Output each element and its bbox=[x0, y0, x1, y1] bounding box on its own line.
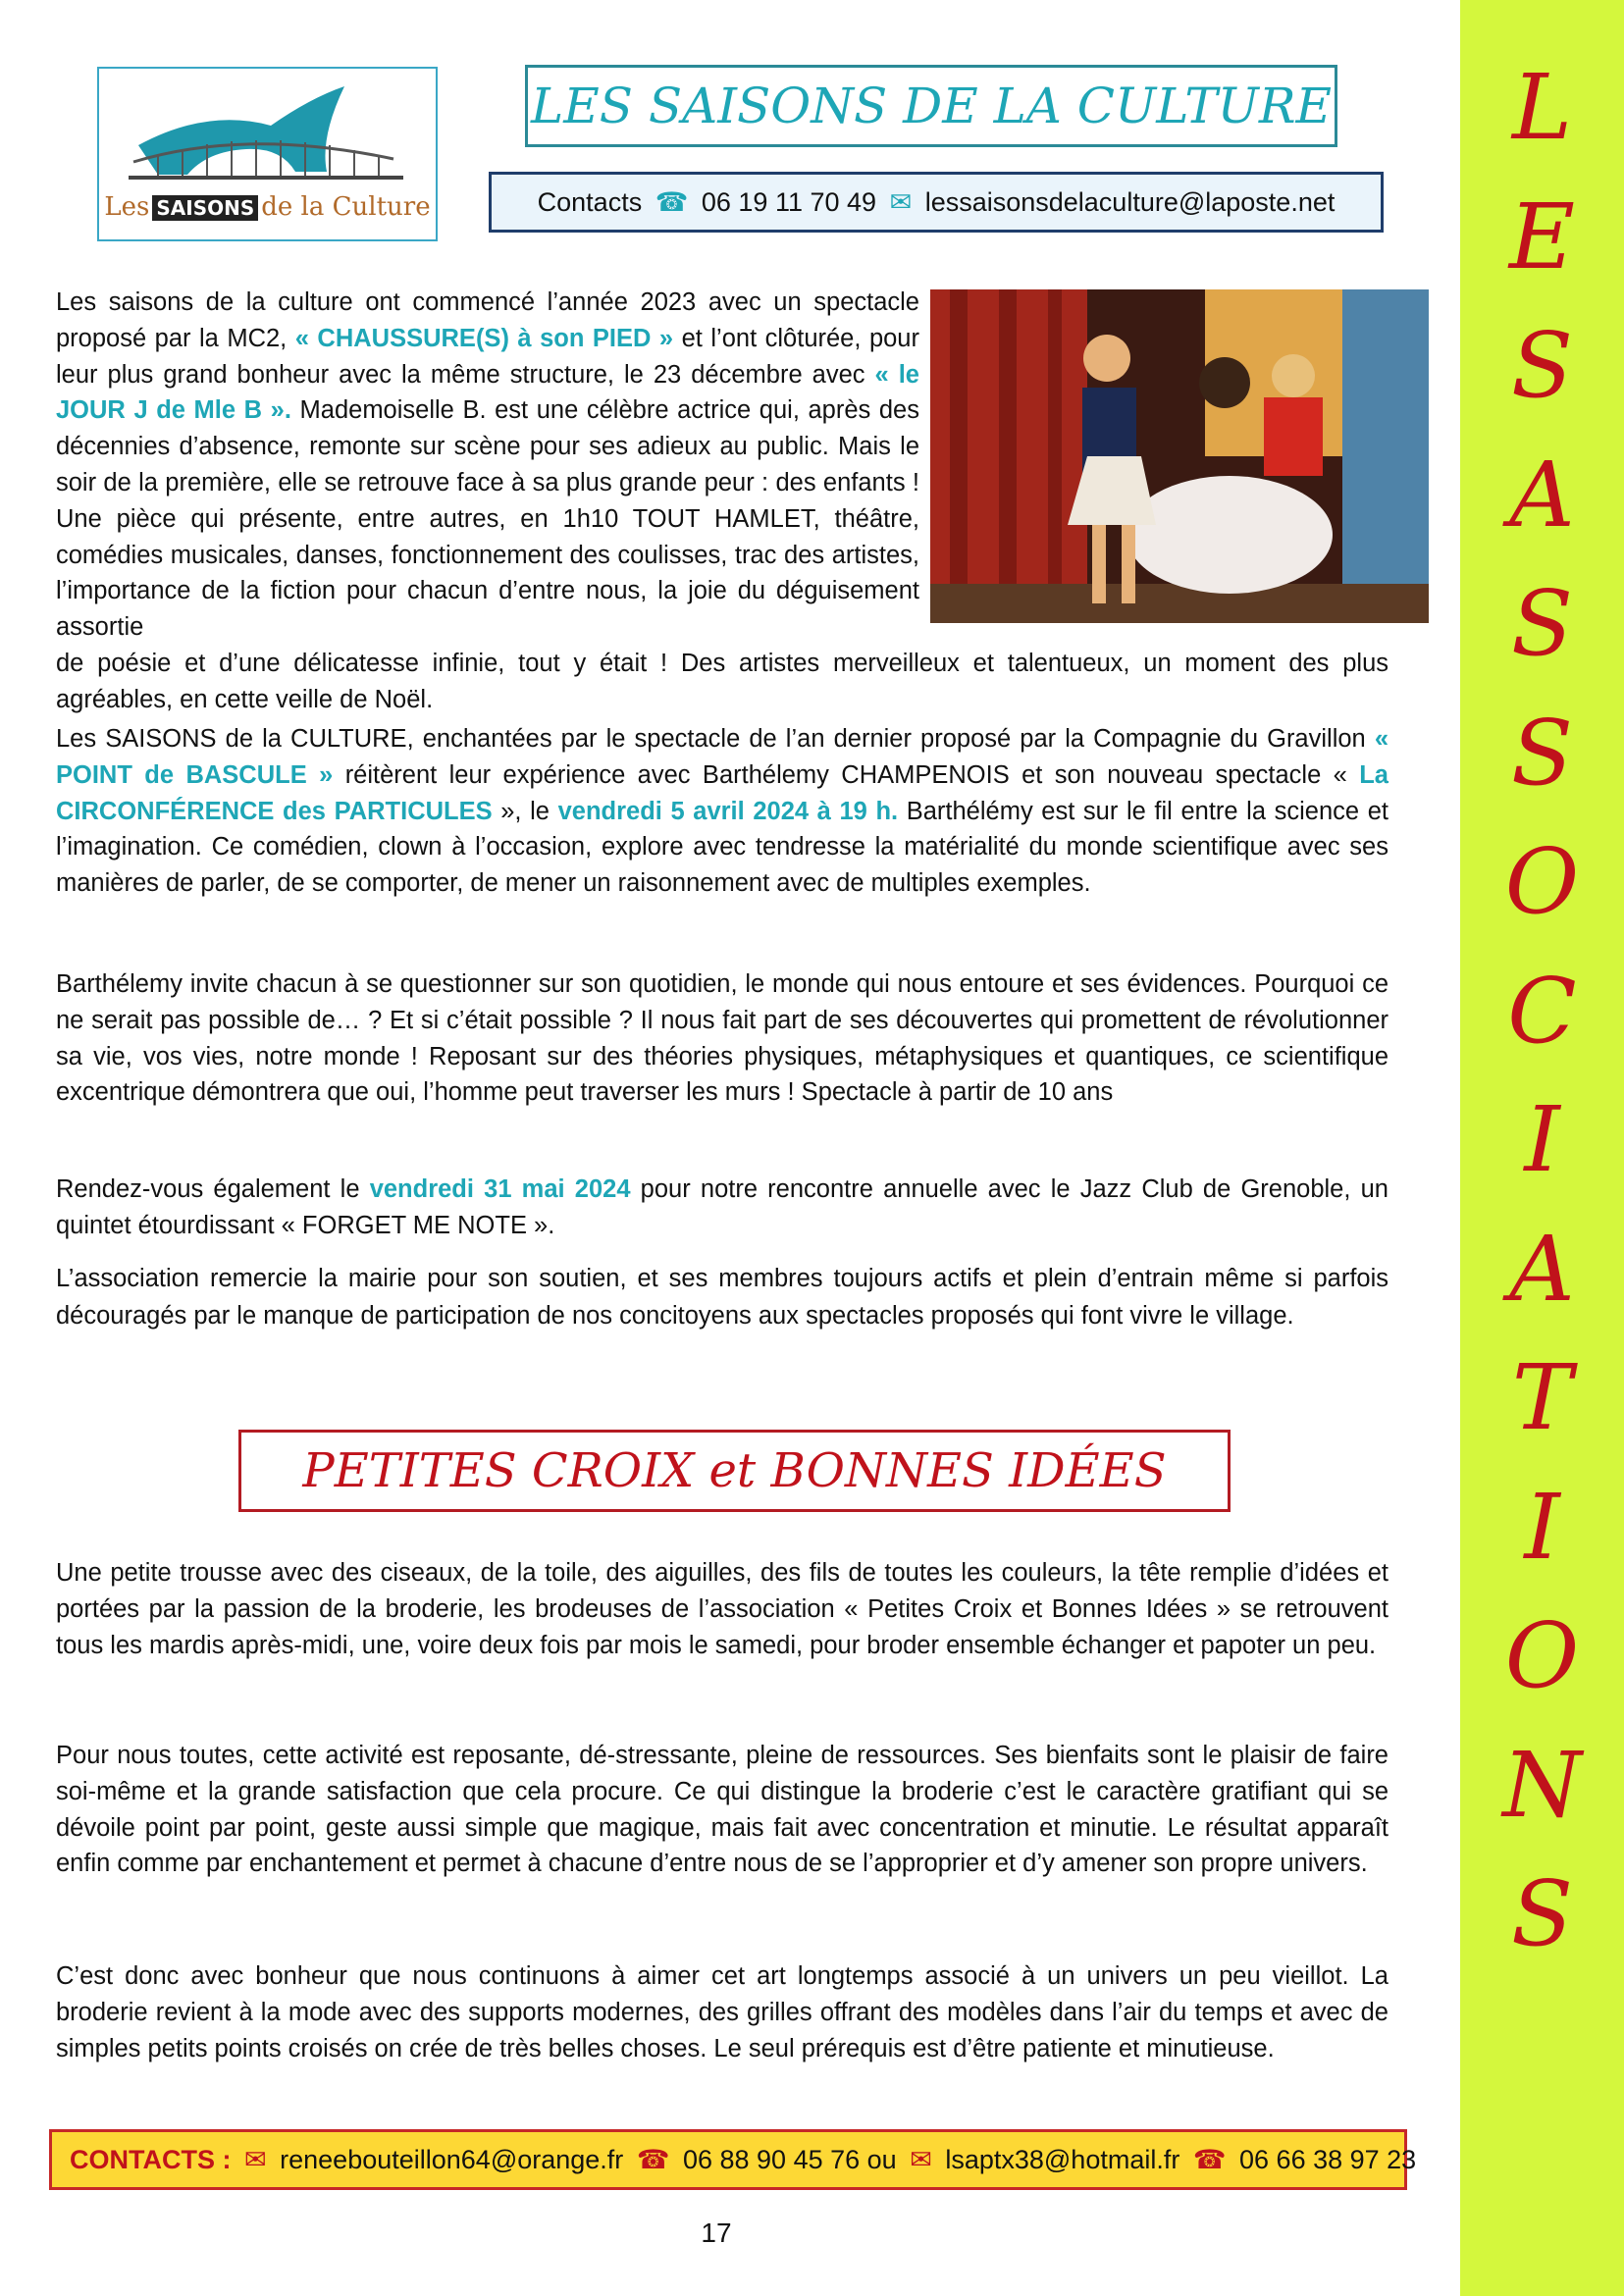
sidebar-banner bbox=[1460, 0, 1624, 2296]
phone-icon: ☎ bbox=[655, 187, 689, 217]
sidebar-letter: C bbox=[1507, 958, 1577, 1064]
culture-p4-text-c: pour notre rencontre annuelle avec le Jazz Club de Grenoble, un quintet étourdissant « FORGET ME NOTE ». bbox=[56, 1175, 1388, 1239]
sidebar-letter: T bbox=[1511, 1345, 1573, 1450]
culture-paragraph-5: L’association remercie la mairie pour son soutien, et ses membres toujours actifs et plein d’entrain même si parfois découragés par le manque de participation de nos concitoyens aux spectacles proposés qui font vivre le village. bbox=[56, 1265, 1388, 1330]
culture-paragraph-1 bbox=[56, 285, 1388, 718]
envelope-icon: ✉ bbox=[910, 2145, 932, 2174]
croix-paragraph-3: C’est donc avec bonheur que nous continuons à aimer cet art longtemps associé à un univers un peu vieillot. La broderie revient à la mode avec des supports modernes, des grilles offrant des modèles dans l’air du temps et avec de simples petits points croisés on crée de très belles choses. Le seul prérequis est d’être patiente et minutieuse. bbox=[56, 1962, 1388, 2062]
header-email[interactable]: lessaisonsdelaculture@laposte.net bbox=[924, 187, 1336, 217]
sidebar-letter: S bbox=[1510, 700, 1574, 806]
culture-paragraph-3: Barthélemy invite chacun à se questionner sur son quotidien, le monde qui nous entoure et ses évidences. Pourquoi ce ne serait pas possible de… ? Et si c’était possible ? Il nous fait part de ses découvertes qui promettent de révolutionner sa vie, vos vies, notre monde ! Reposant sur des théories physiques, métaphysiques et quantiques, ce scientifique excentrique démontrera que oui, l’homme peut traverser les murs ! Spectacle à partir de 10 ans bbox=[56, 970, 1388, 1107]
culture-p1-text-a: Les saisons de la culture ont commencé l’année 2023 avec un spectacle proposé par la MC2, bbox=[56, 288, 919, 352]
footer-email-1[interactable]: reneebouteillon64@orange.fr bbox=[280, 2145, 624, 2174]
sidebar-letter: A bbox=[1509, 1216, 1575, 1322]
sidebar-letter: L bbox=[1511, 55, 1573, 160]
phone-icon: ☎ bbox=[1192, 2145, 1227, 2174]
logo-de-la: de la bbox=[261, 192, 325, 222]
page-number: 17 bbox=[701, 2218, 732, 2248]
culture-p2-text-g: Barthélémy est sur le fil entre la science et l’imagination. Ce comédien, clown à l’occasion, explore avec tendresse la matérialité du monde scientifique avec ses manières de parler, de se comporter, de mener un raisonnement avec de multiples exemples. bbox=[56, 797, 1388, 898]
logo-culture: Culture bbox=[332, 192, 431, 222]
footer-phone-1[interactable]: 06 88 90 45 76 ou bbox=[682, 2145, 897, 2174]
footer-contacts-label: CONTACTS : bbox=[70, 2145, 232, 2174]
show-date-5-avril: vendredi 5 avril 2024 à 19 h. bbox=[557, 797, 899, 825]
logo-wordmark bbox=[99, 192, 436, 222]
culture-p2-text-e: », le bbox=[492, 797, 558, 825]
section-title-petites-croix: PETITES CROIX et BONNES IDÉES bbox=[238, 1430, 1231, 1512]
culture-paragraph-2 bbox=[56, 721, 1388, 902]
footer-contacts bbox=[49, 2129, 1417, 2190]
footer-email-2[interactable]: lsaptx38@hotmail.fr bbox=[945, 2145, 1180, 2174]
header-contacts bbox=[489, 172, 1384, 233]
sidebar-letter: N bbox=[1502, 1732, 1582, 1838]
sidebar-letter: S bbox=[1510, 313, 1574, 418]
phone-icon: ☎ bbox=[636, 2145, 670, 2174]
envelope-icon: ✉ bbox=[889, 187, 913, 217]
contacts-label: Contacts bbox=[537, 187, 643, 217]
sidebar-letter: I bbox=[1524, 1087, 1560, 1192]
header-phone[interactable]: 06 19 11 70 49 bbox=[701, 187, 877, 217]
culture-p1-text-e: Mademoiselle B. est une célèbre actrice qui, après des décennies d’absence, remonte sur scène pour ses adieux au public. Mais le soir de la première, elle se retrouve face à sa plus grande peur : des enfants ! Une pièce qui présente, entre autres, en 1h10 TOUT HAMLET, théâtre, comédies musicales, danses, fonctionnement des coulisses, trac des artistes, l’importance de la fiction pour chacun d’entre nous, la joie du déguisement assortie bbox=[56, 396, 919, 642]
croix-paragraph-1: Une petite trousse avec des ciseaux, de la toile, des aiguilles, des fils de toutes les couleurs, la tête remplie d’idées et portées par la passion de la broderie, les brodeuses de l’association « Petites Croix et Bonnes Idées » se retrouvent tous les mardis après-midi, une, voire deux fois par mois le samedi, pour broder ensemble échanger et papoter un peu. bbox=[56, 1559, 1388, 1659]
culture-p1-text-c: et l’ont clôturée, pour leur plus grand bonheur avec la même structure, le 23 décembre avec bbox=[56, 324, 919, 389]
footer-phone-2[interactable]: 06 66 38 97 23 bbox=[1239, 2145, 1417, 2174]
show-title-chaussures: « CHAUSSURE(S) à son PIED » bbox=[294, 324, 674, 352]
culture-p2-text-c: réitèrent leur expérience avec Barthélemy CHAMPENOIS et son nouveau spectacle « bbox=[333, 760, 1360, 789]
culture-paragraph-4 bbox=[56, 1172, 1388, 1244]
show-title-jour-j: « le JOUR J de Mle B ». bbox=[56, 360, 919, 425]
sidebar-letter: I bbox=[1524, 1474, 1560, 1580]
croix-paragraph-2: Pour nous toutes, cette activité est reposante, dé-stressante, pleine de ressources. Ses bienfaits sont le plaisir de faire soi-même et la grande satisfaction que cela procure. Ce qui distingue la broderie c’est le caractère gratifiant qui se dévoile point par point, geste aussi simple que magique, mais fait avec concentration et minutie. Le résultat apparaît enfin comme par enchantement et permet à chacune d’entre nous de se l’approprier et d’y amener son propre univers. bbox=[56, 1742, 1388, 1878]
sidebar-letter: O bbox=[1504, 1603, 1580, 1708]
sidebar-letter: E bbox=[1508, 183, 1576, 289]
logo-saisons: SAISONS bbox=[152, 195, 258, 221]
sidebar-letter: O bbox=[1504, 829, 1580, 934]
sidebar-letter: S bbox=[1510, 1861, 1574, 1966]
culture-p4-text-a: Rendez-vous également le bbox=[56, 1175, 370, 1203]
page-title: LES SAISONS DE LA CULTURE bbox=[525, 65, 1337, 147]
envelope-icon: ✉ bbox=[244, 2145, 267, 2174]
show-title-circonference: La CIRCONFÉRENCE des PARTICULES bbox=[56, 760, 1388, 825]
performance-photo bbox=[930, 289, 1429, 623]
culture-p2-text-a: Les SAISONS de la CULTURE, enchantées par le spectacle de l’an dernier proposé par la Compagnie du Gravillon bbox=[56, 725, 1375, 753]
sidebar-letter: A bbox=[1509, 442, 1575, 548]
culture-p1-text-f: de poésie et d’une délicatesse infinie, tout y était ! Des artistes merveilleux et talentueux, un moment des plus agréables, en cette veille de Noël. bbox=[56, 649, 1388, 713]
saisons-culture-logo bbox=[97, 67, 438, 241]
sidebar-letter: S bbox=[1510, 571, 1574, 676]
logo-les: Les bbox=[104, 192, 150, 222]
show-title-point-de-bascule: « POINT de BASCULE » bbox=[56, 725, 1388, 789]
jazz-date-31-mai: vendredi 31 mai 2024 bbox=[369, 1175, 631, 1203]
